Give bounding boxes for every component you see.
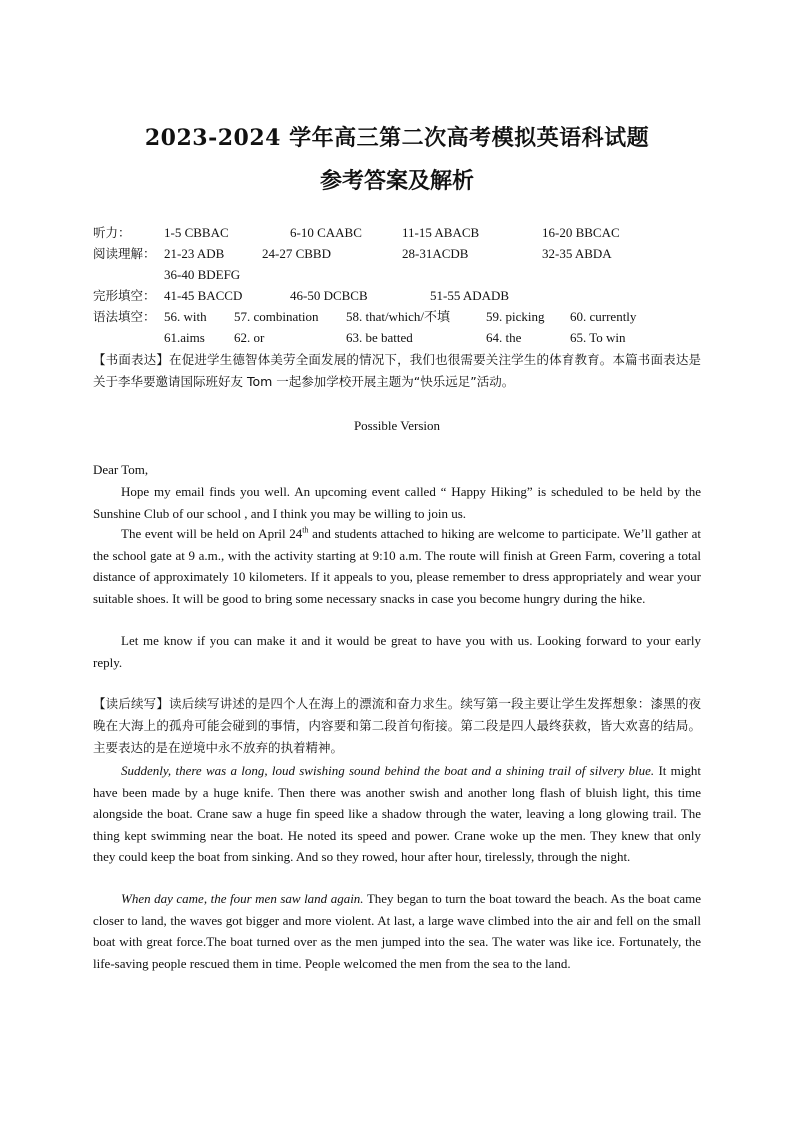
date-suffix: th [302,525,309,535]
answer-item: 46-50 DCBCB [290,288,368,303]
grammar-row [93,306,701,327]
reading-row-cont [93,264,701,285]
story-p1-body: It might have been made by a huge knife. Then there was another swish and another long flash of bluish light, this time alongside the boat. Crane saw a huge fin speed like a shadow through the water, leaving a long glowing trail. The thing kept swimming near the boat. He noted its speed and power. Crane woke up the men. They knew that only they could keep the boat from sinking. And so they rowed, hour after hour, tirelessly, through the night. [93,763,701,865]
story-paragraph-1 [93,760,701,868]
writing-heading: 【书面表达】在促进学生德智体美劳全面发展的情况下，我们也很需要关注学生的体育教育。本篇书面表达是关于李华要邀请国际班好友 Tom 一起参加学校开展主题为“快乐远足”活动。 [93,352,701,389]
answer-item: 1-5 CBBAC [164,225,229,240]
story-paragraph-2 [93,888,701,974]
letter-p2-start: The event will be held on April 24 [121,526,303,541]
answer-item: 24-27 CBBD [262,246,331,261]
answer-item: 63. be batted [346,330,413,345]
listening-label: 听力： [93,225,131,240]
reading-row [93,243,701,264]
answer-item: 11-15 ABACB [402,225,480,240]
page-title: 2023-2024 学年高三第二次高考模拟英语科试题 [144,125,650,151]
letter-paragraph-3: Let me know if you can make it and it would be great to have you with us. Looking forward to your early reply. [93,633,701,670]
answer-item: 65. To win [570,330,626,345]
continuation-heading: 【读后续写】读后续写讲述的是四个人在海上的漂流和奋力求生。续写第一段主要让学生发挥想象：漆黑的夜晚在大海上的孤舟可能会碰到的事情，内容要和第二段首句衔接。第二段是四人最终获救，皆大欢喜的结局。主要表达的是在逆境中永不放弃的执着精神。 [93,696,701,755]
answer-item: 59. picking [486,309,545,324]
answer-item: 6-10 CAABC [290,225,362,240]
answer-item: 16-20 BBCAC [542,225,620,240]
answer-item: 56. with [164,309,207,324]
letter-p2-rest: and students attached to hiking are welcome to participate. We’ll gather at the school gate at 9 a.m., with the activity starting at 9:10 a.m. The route will finish at Green Farm, covering a total distance of approximately 10 kilometers. If it appeals to you, please remember to dress appropriately and wear your suitable shoes. It will be good to bring some necessary snacks in case you become hungry during the hike. [93,526,701,606]
cloze-label: 完形填空： [93,288,156,303]
cloze-row [93,285,701,306]
answer-item: 60. currently [570,309,637,324]
answer-item: 57. combination [234,309,319,324]
listening-row [93,222,701,243]
version-label: Possible Version [353,418,441,433]
answer-item: 32-35 ABDA [542,246,612,261]
answer-item: 41-45 BACCD [164,288,243,303]
answer-item: 61.aims [164,330,205,345]
answer-item: 64. the [486,330,522,345]
reading-label: 阅读理解： [93,246,156,261]
answer-item: 36-40 BDEFG [164,267,241,282]
letter-greeting: Dear Tom, [93,462,149,477]
page-subtitle: 参考答案及解析 [319,168,474,194]
grammar-row-cont [93,327,701,348]
letter-paragraph-2 [93,523,701,609]
story-p1-prompt: Suddenly, there was a long, loud swishing sound behind the boat and a shining trail of silvery blue. [121,763,655,778]
answer-item: 62. or [234,330,265,345]
answer-key [93,222,701,348]
answer-item: 51-55 ADADB [430,288,510,303]
answer-item: 21-23 ADB [164,246,225,261]
answer-item: 58. that/which/不填 [346,309,450,324]
grammar-label: 语法填空： [93,309,156,324]
story-p2-prompt: When day came, the four men saw land again. [121,891,364,906]
answer-item: 28-31ACDB [402,246,469,261]
story-p2-body: They began to turn the boat toward the beach. As the boat came closer to land, the waves got bigger and more violent. At last, a large wave climbed into the air and fell on the small boat with great force.The boat turned over as the men jumped into the sea. The water was like ice. Fortunately, the life-saving people rescued them in time. People welcomed the men from the sea to the land. [93,891,701,971]
letter-paragraph-1: Hope my email finds you well. An upcoming event called “ Happy Hiking” is scheduled to be held by the Sunshine Club of our school , and I think you may be willing to join us. [93,484,701,521]
